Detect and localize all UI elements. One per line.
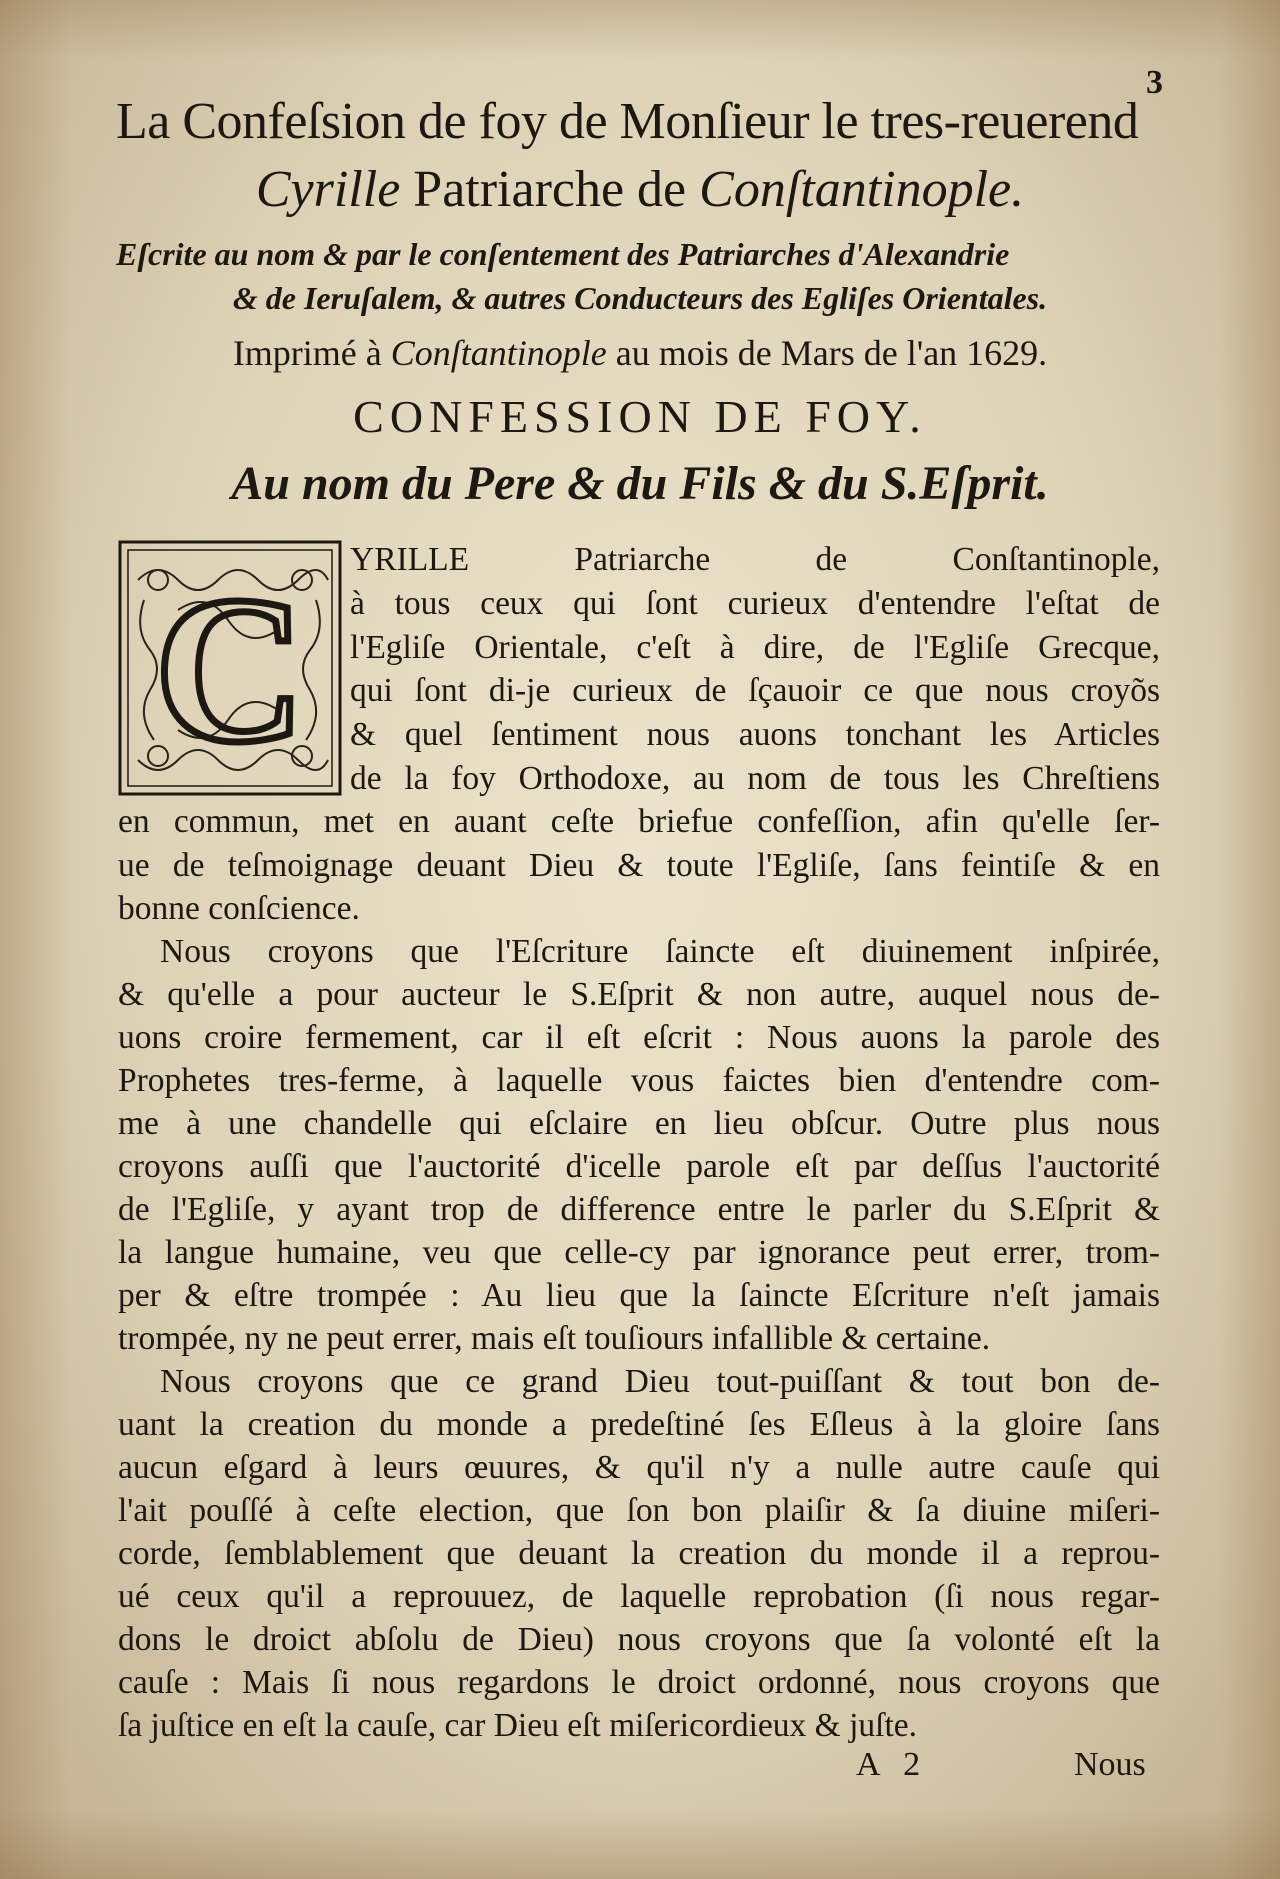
- text-line: YRILLE Patriarche de Conſtantinople,: [350, 541, 1160, 578]
- subtitle-line-2: & de Ieruſalem, & autres Conducteurs des Egliſes Orientales.: [232, 280, 1048, 316]
- text-line: de l'Egliſe, y ayant trop de difference entre le parler du S.Eſprit &: [118, 1191, 1160, 1228]
- text-line: qui ſont di-je curieux de ſçauoir ce que nous croyõs: [350, 672, 1160, 709]
- imprint-city: Conſtantinople: [390, 333, 607, 373]
- text-line: me à une chandelle qui eſclaire en lieu obſcur. Outre plus nous: [118, 1105, 1160, 1142]
- text-line: bonne conſcience.: [118, 890, 360, 927]
- signature-mark: A 2: [856, 1746, 929, 1783]
- page-edge-top: [0, 0, 1280, 60]
- text-line: de la foy Orthodoxe, au nom de tous les Chreſtiens: [350, 760, 1160, 797]
- text-line: & qu'elle a pour aucteur le S.Eſprit & non autre, auquel nous de-: [118, 976, 1160, 1013]
- text-line: Prophetes tres-ferme, à laquelle vous faictes bien d'entendre com-: [118, 1062, 1160, 1099]
- text-line: Nous croyons que ce grand Dieu tout-puiſſant & tout bon de-: [160, 1363, 1160, 1400]
- title-line-2: [0, 160, 1280, 219]
- drop-cap-letter: C: [154, 554, 306, 786]
- imprint-after: au mois de Mars de l'an 1629.: [606, 333, 1048, 373]
- text-line: l'ait pouſſé à ceſte election, que ſon bon plaiſir & ſa diuine miſeri-: [118, 1492, 1160, 1529]
- text-line: à tous ceux qui ſont curieux d'entendre l'eſtat de: [350, 585, 1160, 622]
- catchword: Nous: [1074, 1746, 1146, 1783]
- text-line: ue de teſmoignage deuant Dieu & toute l'Egliſe, ſans feintiſe & en: [118, 847, 1160, 884]
- text-line: croyons auſſi que l'auctorité d'icelle parole eſt par deſſus l'auctorité: [118, 1148, 1160, 1185]
- page-edge-bottom: [0, 1809, 1280, 1879]
- page-number: 3: [1146, 64, 1163, 101]
- title-rest: Patriarche de: [400, 161, 700, 218]
- text-line: & quel ſentiment nous auons tonchant les Articles: [350, 716, 1160, 753]
- text-line: ſa juſtice en eſt la cauſe, car Dieu eſt miſericordieux & juſte.: [118, 1707, 918, 1744]
- imprint-before: Imprimé à: [232, 333, 391, 373]
- text-line: trompée, ny ne peut errer, mais eſt touſiours infallible & certaine.: [118, 1320, 991, 1357]
- text-line: Nous croyons que l'Eſcriture ſaincte eſt diuinement inſpirée,: [160, 933, 1160, 970]
- text-line: aucun eſgard à leurs œuures, & qu'il n'y a nulle autre cauſe qui: [118, 1449, 1160, 1486]
- text-line: l'Egliſe Orientale, c'eſt à dire, de l'Egliſe Grecque,: [350, 629, 1160, 666]
- invocation: Au nom du Pere & du Fils & du S.Eſprit.: [231, 457, 1049, 510]
- text-line: la langue humaine, veu que celle-cy par ignorance peut errer, trom-: [118, 1234, 1160, 1271]
- text-line: uons croire fermement, car il eſt eſcrit : Nous auons la parole des: [118, 1019, 1160, 1056]
- text-line: corde, ſemblablement que deuant la creation du monde il a reprou-: [118, 1535, 1160, 1572]
- title-line-1: La Confeſsion de foy de Monſieur le tres-reuerend: [116, 93, 1139, 150]
- text-line: en commun, met en auant ceſte briefue confeſſion, afin qu'elle ſer-: [118, 803, 1160, 840]
- text-line: uant la creation du monde a predeſtiné ſes Eſleus à la gloire ſans: [118, 1406, 1160, 1443]
- text-line: per & eſtre trompée : Au lieu que la ſaincte Eſcriture n'eſt jamais: [118, 1277, 1160, 1314]
- text-line: cauſe : Mais ſi nous regardons le droict ordonné, nous croyons que: [118, 1664, 1160, 1701]
- ornamental-drop-cap: [118, 540, 342, 796]
- subtitle-line-1: Eſcrite au nom & par le conſentement des Patriarches d'Alexandrie: [116, 236, 1010, 272]
- text-line: dons le droict abſolu de Dieu) nous croyons que ſa volonté eſt la: [118, 1621, 1160, 1658]
- title-name: Cyrille: [255, 161, 401, 218]
- section-heading: CONFESSION DE FOY.: [353, 391, 927, 442]
- text-line: ué ceux qu'il a reprouuez, de laquelle reprobation (ſi nous regar-: [118, 1578, 1160, 1615]
- title-city: Conſtantinople.: [699, 161, 1025, 218]
- imprint-line: [0, 332, 1280, 374]
